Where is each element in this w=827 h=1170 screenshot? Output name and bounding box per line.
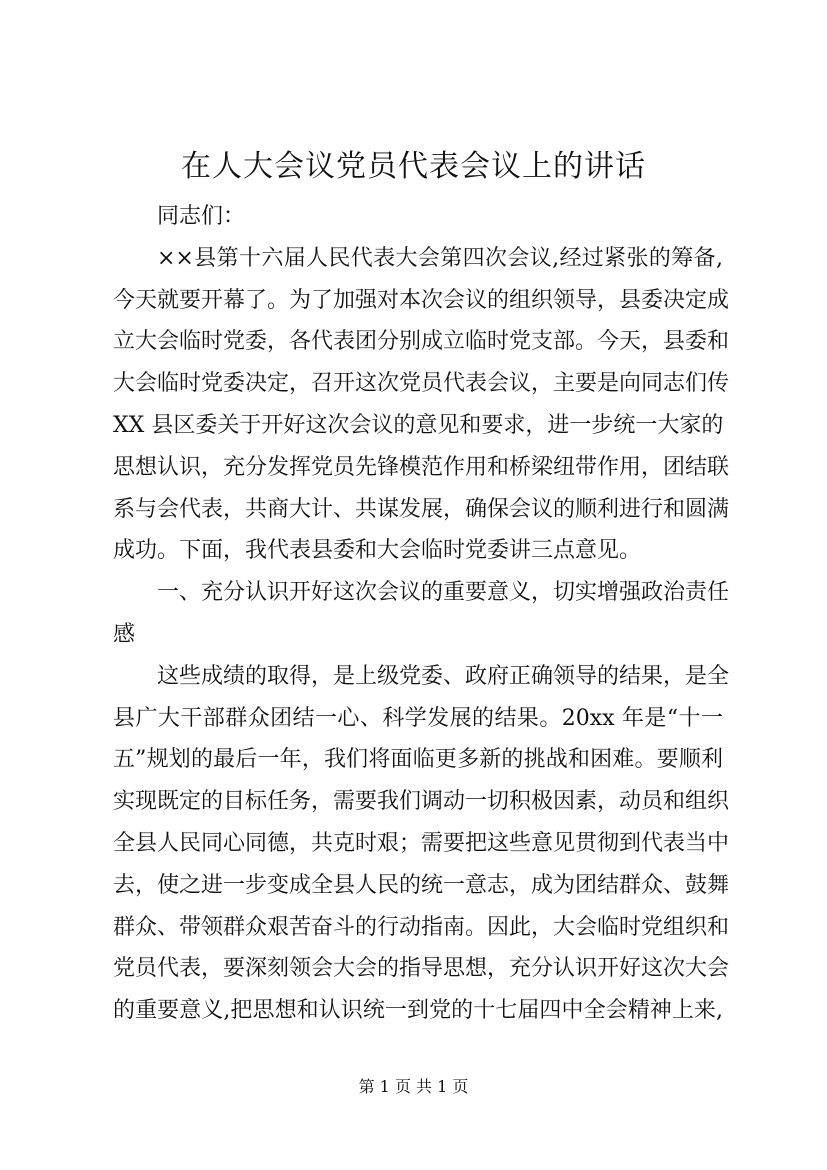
body-line: 县广大干部群众团结一心、科学发展的结果。20xx 年是“十一 [113,705,723,731]
body-line: 群众、带领群众艰苦奋斗的行动指南。因此，大会临时党组织和 [113,914,730,940]
body-line: 同志们： [157,204,246,229]
body-line: 这些成绩的取得，是上级党委、政府正确领导的结果，是全 [157,663,730,689]
body-line: 全县人民同心同德，共克时艰；需要把这些意见贯彻到代表当中 [113,830,730,856]
body-line: 党员代表，要深刻领会大会的指导思想，充分认识开好这次大会 [113,956,730,982]
body-line: ××县第十六届人民代表大会第四次会议,经过紧张的筹备, [157,245,723,271]
document-body [113,196,730,1032]
body-line: 感 [113,621,136,647]
body-line: 一、充分认识开好这次会议的重要意义，切实增强政治责任 [157,580,730,606]
body-line: 五”规划的最后一年，我们将面临更多新的挑战和困难。要顺利 [113,747,723,773]
body-line: 成功。下面，我代表县委和大会临时党委讲三点意见。 [113,538,642,564]
body-line: 系与会代表，共商大计、共谋发展，确保会议的顺利进行和圆满 [113,496,730,522]
document-title: 在人大会议党员代表会议上的讲话 [181,149,646,184]
body-line: 今天就要开幕了。为了加强对本次会议的组织领导，县委决定成 [113,287,730,313]
page-footer: 第 1 页 共 1 页 [358,1077,469,1096]
body-line: 大会临时党委决定，召开这次党员代表会议，主要是向同志们传 [113,371,730,397]
body-line: 立大会临时党委，各代表团分别成立临时党支部。今天，县委和 [113,329,730,355]
body-line: 的重要意义,把思想和认识统一到党的十七届四中全会精神上来, [113,998,723,1024]
body-line: 去，使之进一步变成全县人民的统一意志，成为团结群众、鼓舞 [113,872,730,898]
body-line: 思想认识，充分发挥党员先锋模范作用和桥梁纽带作用，团结联 [113,454,730,480]
body-line: 实现既定的目标任务，需要我们调动一切积极因素，动员和组织 [113,789,730,815]
body-line: XX 县区委关于开好这次会议的意见和要求，进一步统一大家的 [113,412,724,438]
